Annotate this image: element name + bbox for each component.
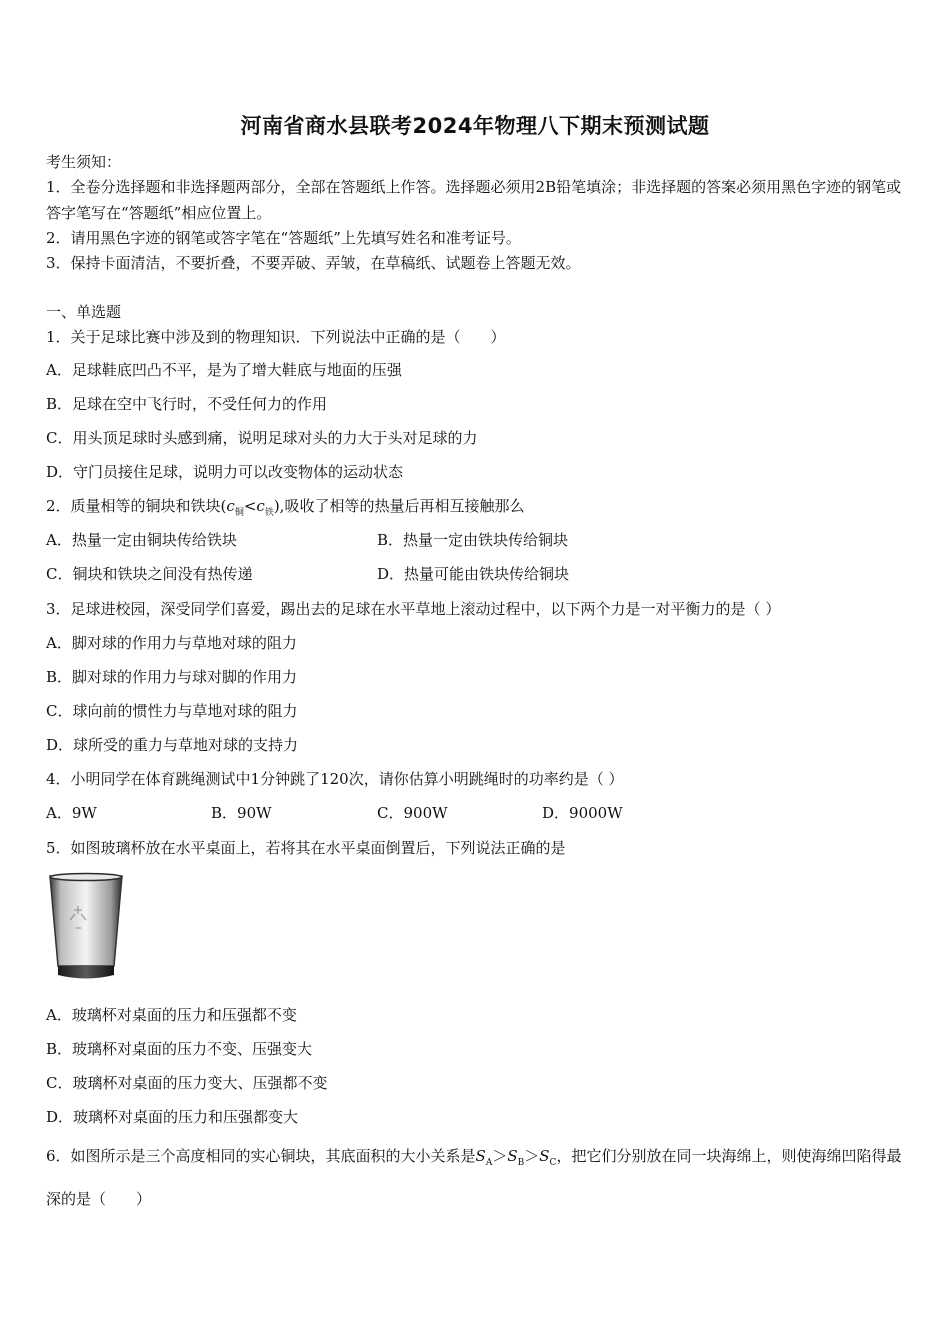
q4-stem: 4．小明同学在体育跳绳测试中1分钟跳了120次，请你估算小明跳绳时的功率约是（ ） [46, 770, 624, 788]
glass-cup-figure [48, 872, 124, 982]
q2-option-b: B．热量一定由铁块传给铜块 [377, 531, 569, 549]
q2-stem-prefix: 2．质量相等的铜块和铁块( [46, 497, 227, 515]
q6-sub-b: B [517, 1158, 525, 1168]
q4-option-d: D．9000W [542, 804, 623, 822]
q4-option-c: C．900W [377, 804, 448, 822]
q6-sub-a: A [485, 1158, 493, 1168]
q2-c-copper: c [226, 497, 235, 515]
q1-option-a: A．足球鞋底凹凸不平，是为了增大鞋底与地面的压强 [46, 361, 402, 379]
q3-option-d: D．球所受的重力与草地对球的支持力 [46, 736, 299, 754]
q3-option-c: C．球向前的惯性力与草地对球的阻力 [46, 702, 298, 720]
q5-stem: 5．如图玻璃杯放在水平桌面上，若将其在水平桌面倒置后，下列说法正确的是 [46, 839, 566, 857]
q3-option-a: A．脚对球的作用力与草地对球的阻力 [46, 634, 297, 652]
section-heading: 一、单选题 [46, 303, 122, 321]
q5-option-d: D．玻璃杯对桌面的压力和压强都变大 [46, 1108, 299, 1126]
q6-s-a: S [475, 1147, 486, 1165]
q4-option-b: B．90W [211, 804, 272, 822]
q2-less-than: < [243, 497, 257, 515]
q5-option-a: A．玻璃杯对桌面的压力和压强都不变 [46, 1006, 297, 1024]
q5-option-c: C．玻璃杯对桌面的压力变大、压强都不变 [46, 1074, 328, 1092]
q6-gt-2: ＞ [524, 1147, 540, 1165]
q6-sub-c: C [549, 1158, 557, 1168]
q1-option-b: B．足球在空中飞行时，不受任何力的作用 [46, 395, 328, 413]
q6-gt-1: ＞ [492, 1147, 508, 1165]
q6-s-c: S [539, 1147, 550, 1165]
q2-c-iron: c [256, 497, 265, 515]
q6-s-b: S [507, 1147, 518, 1165]
notice-item-1: 1．全卷分选择题和非选择题两部分，全部在答题纸上作答。选择题必须用2B铅笔填涂；非选择题的答案必须用黑色字迹的钢笔或答字笔写在“答题纸”相应位置上。 [46, 178, 902, 222]
q2-option-a: A．热量一定由铜块传给铁块 [46, 531, 237, 549]
q3-stem: 3．足球进校园，深受同学们喜爱，踢出去的足球在水平草地上滚动过程中，以下两个力是一对平衡力的是（ ） [46, 600, 781, 618]
q2-stem [46, 496, 524, 523]
q2-sub-copper: 铜 [234, 508, 244, 518]
q2-option-c: C．铜块和铁块之间没有热传递 [46, 565, 253, 583]
q2-stem-suffix: ),吸收了相等的热量后再相互接触那么 [273, 497, 525, 515]
notice-item-2: 2．请用黑色字迹的钢笔或答字笔在“答题纸”上先填写姓名和准考证号。 [46, 229, 521, 247]
q4-option-a: A．9W [46, 804, 97, 822]
page-title: 河南省商水县联考2024年物理八下期末预测试题 [240, 114, 710, 138]
q6-stem [46, 1138, 904, 1217]
notice-heading: 考生须知： [46, 153, 122, 171]
q2-sub-iron: 铁 [264, 508, 274, 518]
q3-option-b: B．脚对球的作用力与球对脚的作用力 [46, 668, 298, 686]
q6-stem-suffix: ，把它们分别放在同一块海绵上，则使海绵凹陷得最深的是（ ） [46, 1147, 902, 1208]
q1-option-c: C．用头顶足球时头感到痛，说明足球对头的力大于头对足球的力 [46, 429, 478, 447]
q1-stem: 1．关于足球比赛中涉及到的物理知识．下列说法中正确的是（ ） [46, 328, 506, 346]
q1-option-d: D．守门员接住足球，说明力可以改变物体的运动状态 [46, 463, 404, 481]
q5-option-b: B．玻璃杯对桌面的压力不变、压强变大 [46, 1040, 313, 1058]
q2-option-d: D．热量可能由铁块传给铜块 [377, 565, 570, 583]
q6-stem-prefix: 6．如图所示是三个高度相同的实心铜块，其底面积的大小关系是 [46, 1147, 476, 1165]
notice-item-3: 3．保持卡面清洁，不要折叠，不要弄破、弄皱，在草稿纸、试题卷上答题无效。 [46, 254, 581, 272]
